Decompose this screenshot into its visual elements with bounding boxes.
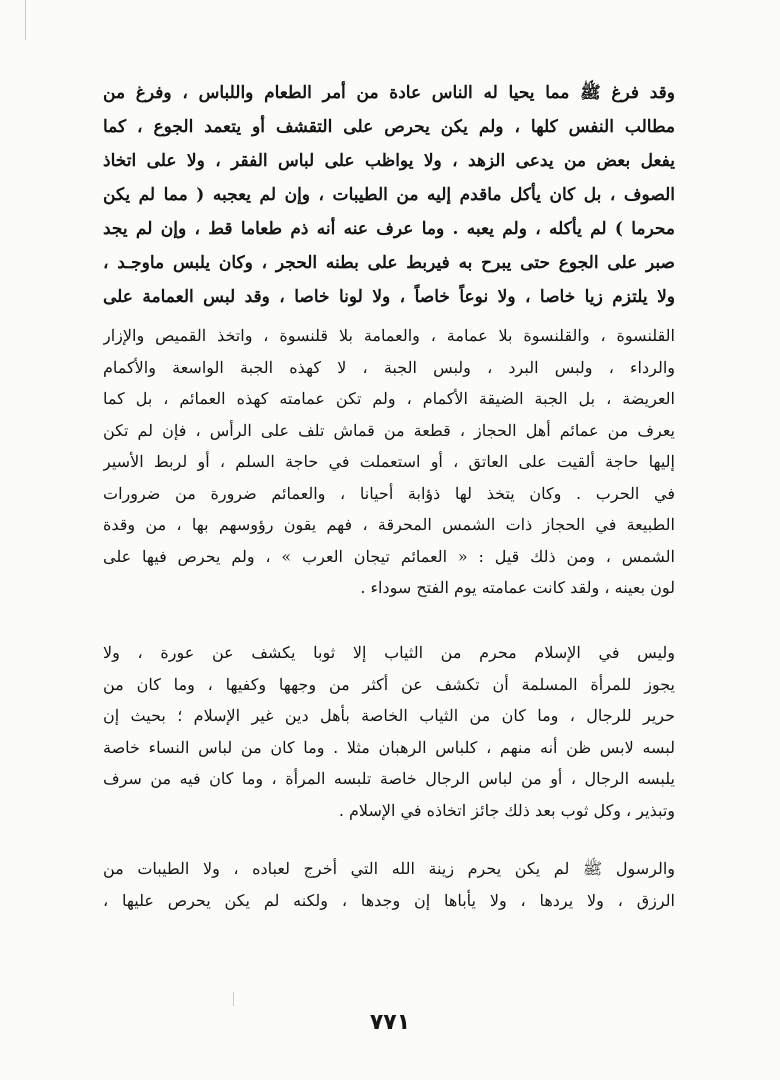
text-line: القلنسوة ، والقلنسوة بلا عمامة ، والعمامة بلا قلنسوة ، واتخذ القميص والإزار <box>103 326 675 345</box>
text-line: الرزق ، ولا يردها ، ولا يأباها إن وجدها ، ولكنه لم يكن يحرص عليها ، <box>103 890 675 910</box>
paragraph-1 <box>103 76 675 314</box>
text-line: الشمس ، ومن ذلك قيل : « العمائم تيجان العرب » ، ولم يحرص فيها على <box>103 546 675 566</box>
page-number: ٧٧١ <box>369 1010 411 1035</box>
text-line: والرداء ، ولبس البرد ، ولبس الجبة ، لا كهذه الجبة الواسعة والأكمام <box>103 357 675 377</box>
text-line: صبر على الجوع حتى يبرح به فيربط على بطنه الحجر ، وكان يلبس ماوجـد ، <box>103 253 675 273</box>
text-line: حرير للرجال ، وما كان من الثياب الخاصة بأهل دين غير الإسلام ؛ بحيث إن <box>103 706 675 725</box>
text-line: والرسول ﷺ لم يكن يحرم زينة الله التي أخرج لعباده ، ولا الطيبات من <box>103 859 675 878</box>
paragraph-2 <box>103 320 675 604</box>
text-line: الصوف ، بل كان يأكل ماقدم إليه من الطيبات ، وإن لم يعجبه ( مما لم يكن <box>103 185 675 205</box>
paragraph-3 <box>103 637 675 826</box>
text-line: الطبيعة في الحجاز ذات الشمس المحرقة ، فهم يقون رؤوسهم بها ، من وقدة <box>103 515 675 534</box>
text-line: وتبذير ، وكل ثوب بعد ذلك جائز اتخاذه في الإسلام . <box>338 800 675 820</box>
text-line: لون بعينه ، ولقد كانت عمامته يوم الفتح سوداء . <box>360 578 675 597</box>
paragraph-4 <box>103 853 675 916</box>
text-line: يعرف من عمائم أهل الحجاز ، قطعة من قماش تلف على الرأس ، فإن لم تكن <box>103 420 675 440</box>
text-line: مطالب النفس كلها ، ولم يكن يحرص على التقشف أو يتعمد الجوع ، كما <box>103 117 675 137</box>
text-line: إليها حاجة ألقيت على العاتق ، أو استعملت في حاجة السلم ، أو لربط الأسير <box>103 452 675 471</box>
text-line: وليس في الإسلام محرم من الثياب إلا ثوبا يكشف عن عورة ، ولا <box>103 643 675 662</box>
text-line: العريضة ، بل الجبة الضيقة الأكمام ، ولم تكن عمامته كهذه العمائم ، بل كما <box>103 389 675 408</box>
scan-edge-mark <box>25 0 26 40</box>
text-line: يجوز للمرأة المسلمة أن تكشف عن أكثر من وجهها وكفيها ، وما كان من <box>103 674 675 694</box>
text-line: لبسه لابس ظن أنه منهم ، كلباس الرهبان مثلا . وما كان من لباس النساء خاصة <box>103 737 675 757</box>
scan-edge-mark <box>233 992 234 1006</box>
text-line: وقد فرغ ﷺ مما يحيا له الناس عادة من أمر الطعام واللباس ، وفرغ من <box>103 83 675 103</box>
text-line: ولا يلتزم زيا خاصا ، ولا نوعاً خاصاً ، ولا لونا خاصا ، وقد لبس العمامة على <box>103 287 675 307</box>
text-line: يفعل بعض من يدعى الزهد ، ولا يواظب على لباس الفقر ، ولا على اتخاذ <box>103 151 675 171</box>
text-line: محرما ) لم يأكله ، ولم يعبه . وما عرف عنه أنه ذم طعاما قط ، وإن لم يجد <box>103 219 675 239</box>
text-line: في الحرب . وكان يتخذ لها ذؤابة أحيانا ، والعمائم ضرورة من ضرورات <box>103 483 675 503</box>
text-line: يلبسه الرجال ، أو من لباس الرجال خاصة تلبسه المرأة ، وما كان فيه من سرف <box>103 769 675 788</box>
